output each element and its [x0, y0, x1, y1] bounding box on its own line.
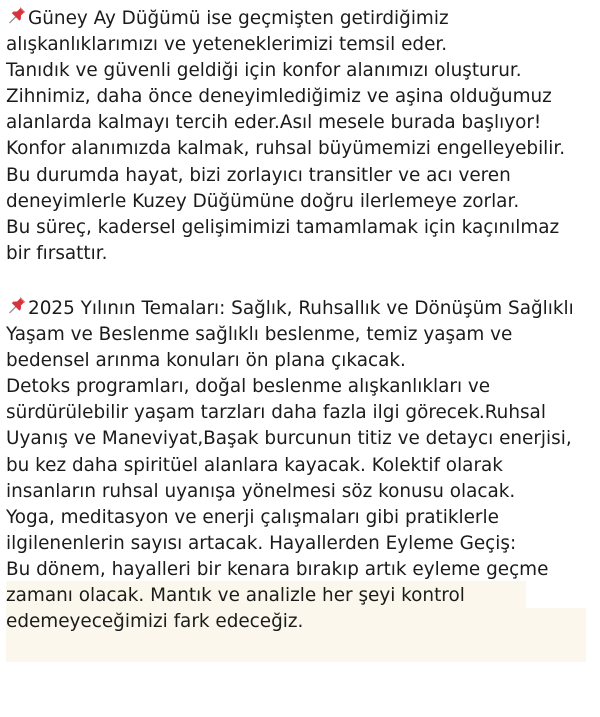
- paragraph-1-line-7: Bu durumda hayat, bizi zorlayıcı transitler ve acı veren: [6, 164, 511, 186]
- paragraph-1-line-10: bir fırsattır.: [6, 242, 108, 264]
- pushpin-icon: [6, 6, 27, 26]
- paragraph-2-line-9: Yoga, meditasyon ve enerji çalışmaları gibi pratiklerle: [6, 506, 499, 528]
- paragraph-2-line-4: Detoks programları, doğal beslenme alışkanlıkları ve: [6, 376, 491, 398]
- paragraph-1-line-9: Bu süreç, kadersel gelişimimizi tamamlamak için kaçınılmaz: [6, 216, 560, 238]
- paragraph-1-line-8: deneyimlerle Kuzey Düğümüne doğru ilerlemeye zorlar.: [6, 190, 520, 212]
- paragraph-2-line-13: edemeyeceğimizi fark edeceğiz.: [6, 611, 304, 633]
- paragraph-2-line-6: Uyanış ve Maneviyat,Başak burcunun titiz ve detaycı enerjisi,: [6, 428, 572, 450]
- paragraph-2-line-11: Bu dönem, hayalleri bir kenara bırakıp artık eyleme geçme: [6, 558, 549, 580]
- paragraph-1-line-5: alanlarda kalmayı tercih eder.Asıl mesele burada başlıyor!: [6, 112, 542, 134]
- paragraph-2-line-10: ilgilenenlerin sayısı artacak. Hayallerden Eyleme Geçiş:: [6, 532, 517, 554]
- paragraph-south-node: [6, 6, 594, 267]
- paragraph-2-line-5: sürdürülebilir yaşam tarzları daha fazla ilgi görecek.Ruhsal: [6, 402, 546, 424]
- paragraph-2-line-1: 2025 Yılının Temaları: Sağlık, Ruhsallık ve Dönüşüm Sağlıklı: [28, 297, 574, 319]
- paragraph-2-line-2: Yaşam ve Beslenme sağlıklı beslenme, temiz yaşam ve: [6, 324, 513, 346]
- text-line: [6, 296, 594, 322]
- paragraph-1-line-1: Güney Ay Düğümü ise geçmişten getirdiğimiz: [28, 8, 449, 29]
- paragraph-1-line-2: alışkanlıklarımızı ve yeteneklerimizi temsil eder.: [6, 34, 448, 56]
- paragraph-2-line-7: bu kez daha spiritüel alanlara kayacak. Kolektif olarak: [6, 454, 503, 476]
- paragraph-2025-themes: [6, 296, 594, 635]
- paragraph-1-line-4: Zihnimiz, daha önce deneyimlediğimiz ve aşina olduğumuz: [6, 86, 552, 108]
- paragraph-1-line-6: Konfor alanımızda kalmak, ruhsal büyümemizi engelleyebilir.: [6, 138, 566, 160]
- paragraph-2-line-3: bedensel arınma konuları ön plana çıkacak.: [6, 350, 406, 372]
- paragraph-2-line-8: insanların ruhsal uyanışa yönelmesi söz konusu olacak.: [6, 480, 516, 502]
- pushpin-icon: [6, 296, 27, 316]
- paragraph-1-line-3: Tanıdık ve güvenli geldiği için konfor alanımızı oluşturur.: [6, 60, 522, 82]
- text-line: [6, 6, 594, 32]
- paragraph-2-line-12: zamanı olacak. Mantık ve analizle her şeyi kontrol: [6, 584, 465, 606]
